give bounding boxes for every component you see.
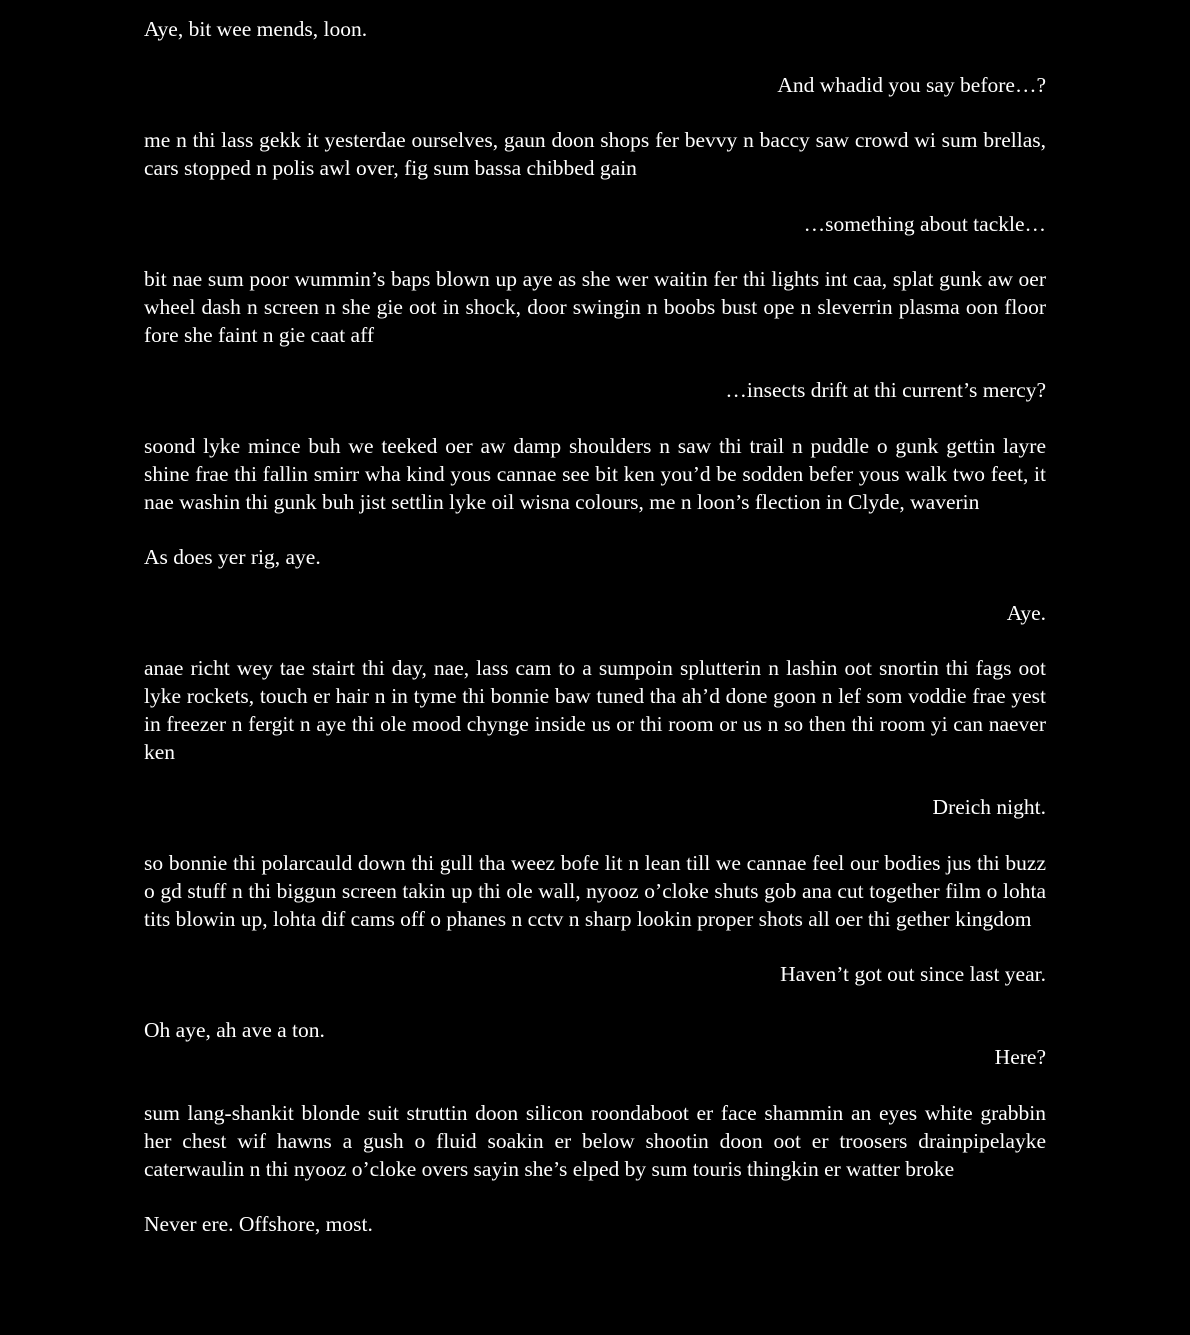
dialogue-line: …insects drift at thi current’s mercy?: [725, 378, 1046, 403]
document-body: [144, 16, 1046, 1267]
narrative-paragraph: bit nae sum poor wummin’s baps blown up aye as she wer waitin fer thi lights int caa, splat gunk aw oer wheel dash n screen n she gie oot in shock, door swingin n boobs bust ope n sleverrin plasma oon floor fore she faint n gie caat aff: [144, 267, 1046, 347]
dialogue-line: Oh aye, ah ave a ton.: [144, 1017, 325, 1042]
dialogue-line: …something about tackle…: [803, 211, 1046, 236]
dialogue-line: Dreich night.: [932, 795, 1046, 820]
narrative-paragraph: me n thi lass gekk it yesterdae ourselves, gaun doon shops fer bevvy n baccy saw crowd wi sum brellas, cars stopped n polis awl over, fig sum bassa chibbed gain: [144, 128, 1046, 180]
narrative-paragraph: so bonnie thi polarcauld down thi gull tha weez bofe lit n lean till we cannae feel our bodies jus thi buzz o gd stuff n thi biggun screen takin up thi ole wall, nyooz o’cloke shuts gob ana cut together film o lohta tits blowin up, lohta dif cams off o phanes n cctv n sharp lookin proper shots all oer thi gether kingdom: [144, 850, 1046, 931]
dialogue-line: And whadid you say before…?: [777, 72, 1046, 97]
dialogue-line: Aye.: [1006, 600, 1046, 625]
narrative-paragraph: soond lyke mince buh we teeked oer aw damp shoulders n saw thi trail n puddle o gunk gettin layre shine frae thi fallin smirr wha kind yous cannae see bit ken you’d be sodden befer yous walk two feet, it nae washin thi gunk buh jist settlin lyke oil wisna colours, me n loon’s flection in Clyde, waverin: [144, 433, 1046, 514]
dialogue-line: Aye, bit wee mends, loon.: [144, 17, 368, 41]
narrative-paragraph: sum lang-shankit blonde suit struttin doon silicon roondaboot er face shammin an eyes white grabbin her chest wif hawns a gush o fluid soakin er below shootin doon oot er troosers drainpipelayke caterwaulin n thi nyooz o’cloke overs sayin she’s elped by sum touris thingkin er watter broke: [144, 1101, 1046, 1181]
dialogue-line: Here?: [994, 1045, 1046, 1070]
narrative-paragraph: anae richt wey tae stairt thi day, nae, lass cam to a sumpoin splutterin n lashin oot snortin thi fags oot lyke rockets, touch er hair n in tyme thi bonnie baw tuned tha ah’d done goon n lef som voddie frae yest in freezer n fergit n aye thi ole mood chynge inside us or thi room or us n so then thi room yi can naever ken: [144, 656, 1046, 764]
dialogue-line: Haven’t got out since last year.: [780, 962, 1046, 987]
dialogue-line: Never ere. Offshore, most.: [144, 1212, 373, 1237]
dialogue-line: As does yer rig, aye.: [144, 545, 321, 570]
